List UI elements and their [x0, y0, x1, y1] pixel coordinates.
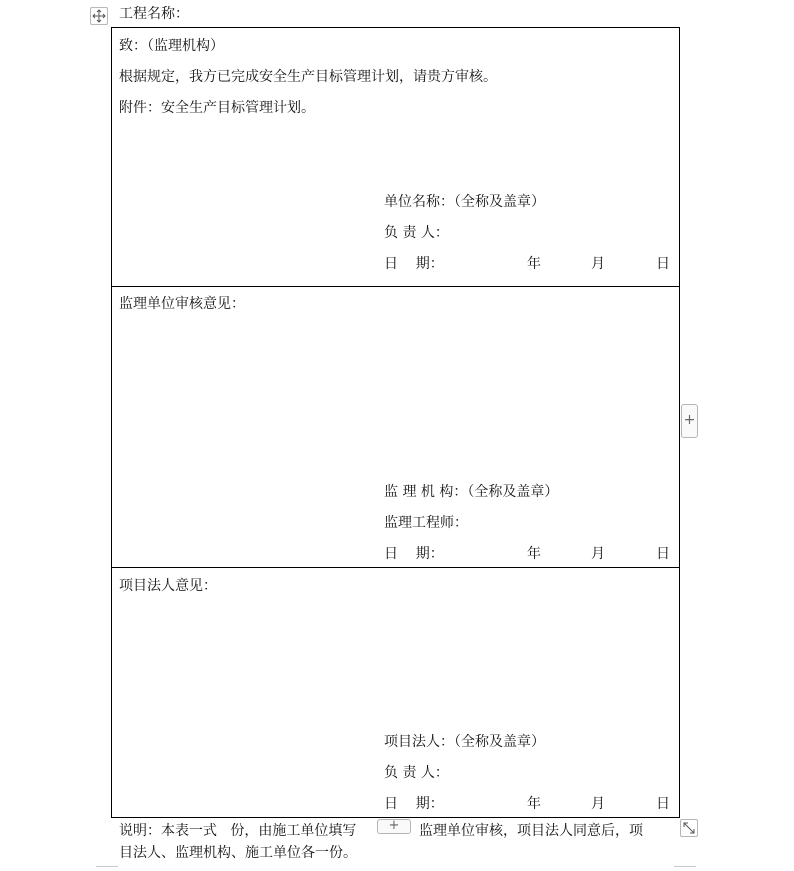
- person-in-charge-label: 负 责 人：: [384, 765, 449, 781]
- person-in-charge-label: 负 责 人：: [384, 225, 449, 241]
- month-label: 月: [591, 546, 605, 562]
- owner-opinion-title: 项目法人意见：: [119, 578, 217, 594]
- project-name-label: 工程名称：: [119, 6, 189, 22]
- year-label: 年: [527, 256, 541, 272]
- date-label: 日 期：: [384, 796, 444, 812]
- supervision-engineer-label: 监理工程师：: [384, 515, 468, 531]
- page-corner-mark: [674, 866, 696, 867]
- table-resize-icon[interactable]: [680, 819, 698, 837]
- month-label: 月: [591, 796, 605, 812]
- body-line: 根据规定，我方已完成安全生产目标管理计划，请贵方审核。: [119, 69, 497, 85]
- day-label: 日: [656, 796, 670, 812]
- note-text-part2: 监理单位审核，项目法人同意后，项: [419, 823, 643, 839]
- year-label: 年: [527, 546, 541, 562]
- attachment-line: 附件：安全生产目标管理计划。: [119, 100, 315, 116]
- note-text-line2: 目法人、监理机构、施工单位各一份。: [119, 845, 357, 861]
- form-table[interactable]: [111, 27, 680, 818]
- unit-name-label: 单位名称：（全称及盖章）: [384, 194, 545, 210]
- date-label: 日 期：: [384, 546, 444, 562]
- row-divider: [111, 567, 680, 568]
- add-row-button[interactable]: +: [377, 819, 411, 834]
- row-divider: [111, 286, 680, 287]
- table-move-handle-icon[interactable]: [90, 7, 108, 25]
- supervision-opinion-title: 监理单位审核意见：: [119, 296, 245, 312]
- month-label: 月: [591, 256, 605, 272]
- day-label: 日: [656, 546, 670, 562]
- note-text-part1: 说明：本表一式 份，由施工单位填写: [119, 823, 357, 839]
- to-line: 致：（监理机构）: [119, 38, 224, 54]
- page-corner-mark: [96, 866, 118, 867]
- supervision-org-label: 监 理 机 构：（全称及盖章）: [384, 484, 559, 500]
- year-label: 年: [527, 796, 541, 812]
- date-label: 日 期：: [384, 256, 444, 272]
- day-label: 日: [656, 256, 670, 272]
- owner-label: 项目法人：（全称及盖章）: [384, 734, 545, 750]
- add-column-button[interactable]: +: [681, 404, 698, 438]
